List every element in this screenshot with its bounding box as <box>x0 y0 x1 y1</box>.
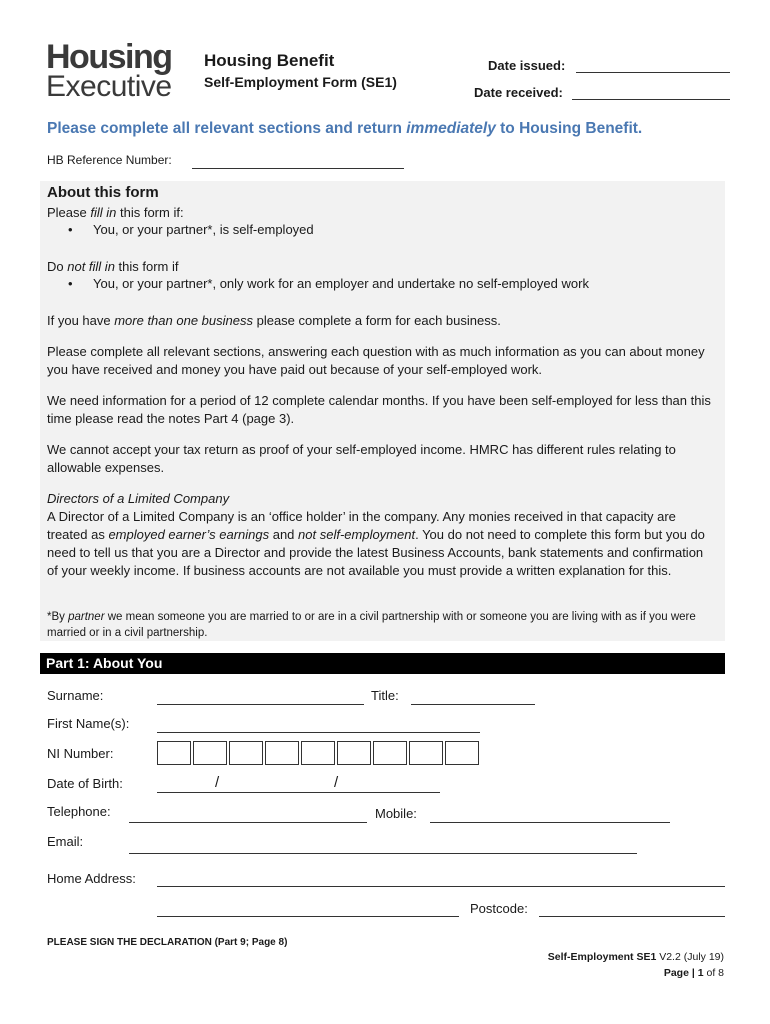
sign-declaration-note: PLEASE SIGN THE DECLARATION (Part 9; Page 8) <box>47 937 288 948</box>
home-address-line1[interactable] <box>157 886 725 887</box>
hb-reference-field[interactable] <box>192 168 404 169</box>
home-address-label: Home Address: <box>47 871 136 886</box>
ni-box[interactable] <box>157 741 191 765</box>
sections-paragraph: Please complete all relevant sections, answering each question with as much information as you can about money you have received and money you have paid out because of your self-employed work. <box>47 344 705 377</box>
part1-header <box>40 653 725 674</box>
ni-number-label: NI Number: <box>47 746 114 761</box>
logo-executive: Executive <box>46 70 172 103</box>
instruction-text: Please complete all relevant sections and return immediately to Housing Benefit. <box>47 120 643 137</box>
title-label: Title: <box>371 688 399 703</box>
ni-box[interactable] <box>229 741 263 765</box>
form-title: Housing Benefit <box>204 51 335 70</box>
dob-label: Date of Birth: <box>47 776 123 791</box>
directors-paragraph: A Director of a Limited Company is an ‘office holder’ in the company. Any monies received in that capacity are treated as employed earner’s earnings and not self-employment. You do not need to complete this form but you do need to tell us that you are a Director and provide the latest Business Accounts, bank statements and confirmation of your weekly income. If business accounts are not available you must provide a written explanation for this. <box>47 509 705 578</box>
postcode-field[interactable] <box>539 916 725 917</box>
form-subtitle: Self-Employment Form (SE1) <box>204 74 397 90</box>
dob-separator: / <box>215 774 220 791</box>
home-address-line2[interactable] <box>157 916 459 917</box>
first-names-label: First Name(s): <box>47 716 130 731</box>
ni-box[interactable] <box>193 741 227 765</box>
mobile-field[interactable] <box>430 822 670 823</box>
first-names-field[interactable] <box>157 732 480 733</box>
fill-in-intro: Please fill in this form if: <box>47 205 184 220</box>
ni-box[interactable] <box>373 741 407 765</box>
date-received-label: Date received: <box>474 85 563 100</box>
period-paragraph: We need information for a period of 12 complete calendar months. If you have been self-employed for less than this time please read the notes Part 4 (page 3). <box>47 393 711 426</box>
email-field[interactable] <box>129 853 637 854</box>
about-heading: About this form <box>47 184 159 201</box>
date-issued-label: Date issued: <box>488 58 566 73</box>
title-field[interactable] <box>411 704 535 705</box>
multiple-business-text: If you have more than one business please complete a form for each business. <box>47 313 501 328</box>
hb-reference-label: HB Reference Number: <box>47 153 172 167</box>
ni-box[interactable] <box>337 741 371 765</box>
form-version: Self-Employment SE1 V2.2 (July 19) <box>547 951 724 963</box>
not-fill-bullet: You, or your partner*, only work for an employer and undertake no self-employed work <box>93 276 589 291</box>
postcode-label: Postcode: <box>470 901 528 916</box>
surname-field[interactable] <box>157 704 364 705</box>
surname-label: Surname: <box>47 688 104 703</box>
fill-in-bullet: You, or your partner*, is self-employed <box>93 222 314 237</box>
directors-heading: Directors of a Limited Company <box>47 491 230 506</box>
partner-definition: *By partner we mean someone you are married to or are in a civil partnership with or someone you are living with as if you were married or in a civil partnership. <box>47 611 696 639</box>
date-received-field[interactable] <box>572 99 730 100</box>
bullet-icon: • <box>68 276 73 291</box>
dob-separator: / <box>334 774 339 791</box>
dob-field[interactable] <box>157 792 440 793</box>
ni-box[interactable] <box>409 741 443 765</box>
telephone-label: Telephone: <box>47 804 111 819</box>
ni-box[interactable] <box>301 741 335 765</box>
logo-housing: Housing <box>46 38 172 76</box>
ni-box[interactable] <box>265 741 299 765</box>
telephone-field[interactable] <box>129 822 367 823</box>
ni-box[interactable] <box>445 741 479 765</box>
not-fill-intro: Do not fill in this form if <box>47 259 179 274</box>
page-number: Page | 1 of 8 <box>663 967 724 979</box>
tax-return-paragraph: We cannot accept your tax return as proof of your self-employed income. HMRC has different rules relating to allowable expenses. <box>47 442 676 475</box>
part1-heading: Part 1: About You <box>46 655 163 671</box>
mobile-label: Mobile: <box>375 806 417 821</box>
email-label: Email: <box>47 834 84 849</box>
bullet-icon: • <box>68 222 73 237</box>
date-issued-field[interactable] <box>576 72 730 73</box>
